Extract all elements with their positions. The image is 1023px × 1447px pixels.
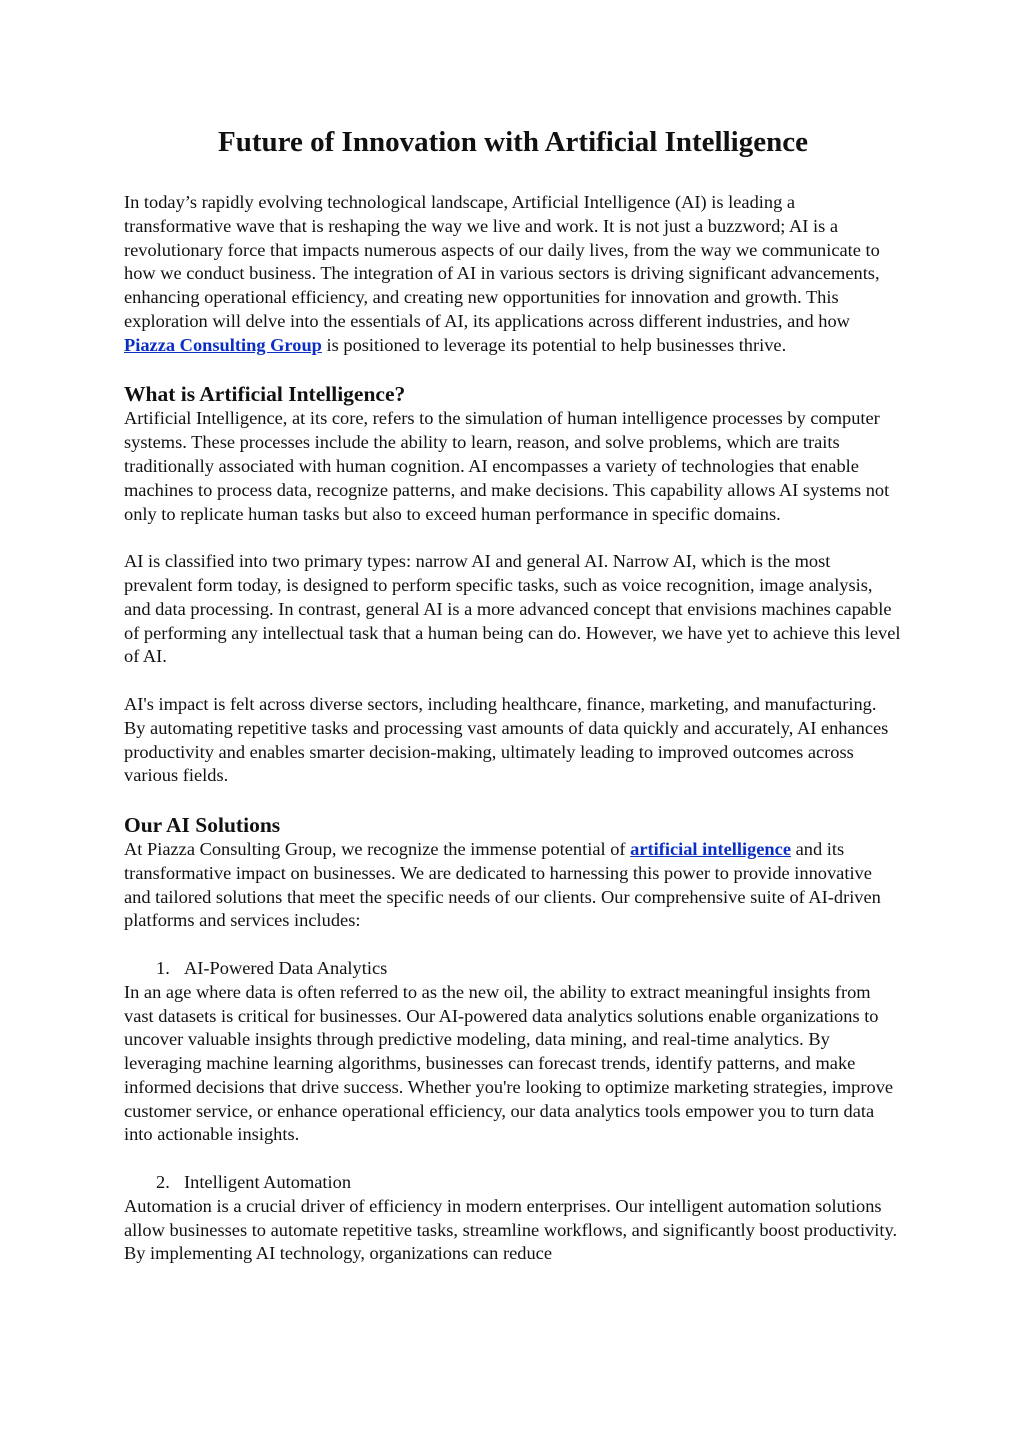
- what-is-ai-paragraph-2: AI is classified into two primary types: narrow AI and general AI. Narrow AI, which is the most prevalent form today, is designed to perform specific tasks, such as voice recognition, image analysis, and data processing. In contrast, general AI is a more advanced concept that envisions machines capable of performing any intellectual task that a human being can do. However, we have yet to achieve this level of AI.: [124, 551, 901, 667]
- artificial-intelligence-link[interactable]: artificial intelligence: [630, 838, 791, 859]
- list-item-title: Intelligent Automation: [184, 1172, 352, 1193]
- solutions-text-after: and its transformative impact on businesses. We are dedicated to harnessing this power to provide innovative and tailored solutions that meet the specific needs of our clients. Our comprehensive suite of AI-driven platforms and services includes:: [124, 838, 881, 931]
- solutions-intro-paragraph: [124, 838, 902, 933]
- list-item-intelligent-automation: [124, 1171, 902, 1195]
- section-heading-what-is-ai: What is Artificial Intelligence?: [124, 382, 406, 407]
- intelligent-automation-paragraph: Automation is a crucial driver of efficiency in modern enterprises. Our intelligent automation solutions allow businesses to automate repetitive tasks, streamline workflows, and significantly boost productivity. By implementing AI technology, organizations can reduce: [124, 1195, 898, 1264]
- solutions-text-before: At Piazza Consulting Group, we recognize the immense potential of: [124, 838, 631, 859]
- page-title: Future of Innovation with Artificial Intelligence: [218, 126, 808, 158]
- data-analytics-paragraph: In an age where data is often referred to as the new oil, the ability to extract meaningful insights from vast datasets is critical for businesses. Our AI-powered data analytics solutions enable organizations to uncover valuable insights through predictive modeling, data mining, and real-time analytics. By leveraging machine learning algorithms, businesses can forecast trends, identify patterns, and make informed decisions that drive success. Whether you're looking to optimize marketing strategies, improve customer service, or enhance operational efficiency, our data analytics tools empower you to turn data into actionable insights.: [124, 981, 894, 1145]
- list-item-data-analytics: [124, 957, 902, 981]
- list-item-title: AI-Powered Data Analytics: [184, 957, 388, 978]
- piazza-consulting-link[interactable]: Piazza Consulting Group: [124, 334, 322, 355]
- list-number: 2.: [156, 1172, 170, 1193]
- intro-text-after: is positioned to leverage its potential to help businesses thrive.: [321, 334, 787, 355]
- what-is-ai-paragraph-1: Artificial Intelligence, at its core, refers to the simulation of human intelligence processes by computer systems. These processes include the ability to learn, reason, and solve problems, which are traits traditionally associated with human cognition. AI encompasses a variety of technologies that enable machines to process data, recognize patterns, and make decisions. This capability allows AI systems not only to replicate human tasks but also to exceed human performance in specific domains.: [124, 408, 890, 524]
- section-heading-our-ai-solutions: Our AI Solutions: [124, 812, 281, 837]
- what-is-ai-paragraph-3: AI's impact is felt across diverse sectors, including healthcare, finance, marketing, and manufacturing. By automating repetitive tasks and processing vast amounts of data quickly and accurately, AI enhances productivity and enables smarter decision-making, ultimately leading to improved outcomes across various fields.: [124, 693, 889, 786]
- list-number: 1.: [156, 957, 170, 978]
- intro-paragraph: [124, 191, 902, 358]
- intro-text-before: In today’s rapidly evolving technological landscape, Artificial Intelligence (AI) is leading a transformative wave that is reshaping the way we live and work. It is not just a buzzword; AI is a revolutionary force that impacts numerous aspects of our daily lives, from the way we communicate to how we conduct business. The integration of AI in various sectors is driving significant advancements, enhancing operational efficiency, and creating new opportunities for innovation and growth. This exploration will delve into the essentials of AI, its applications across different industries, and how: [124, 192, 880, 331]
- document-page: [124, 124, 902, 1290]
